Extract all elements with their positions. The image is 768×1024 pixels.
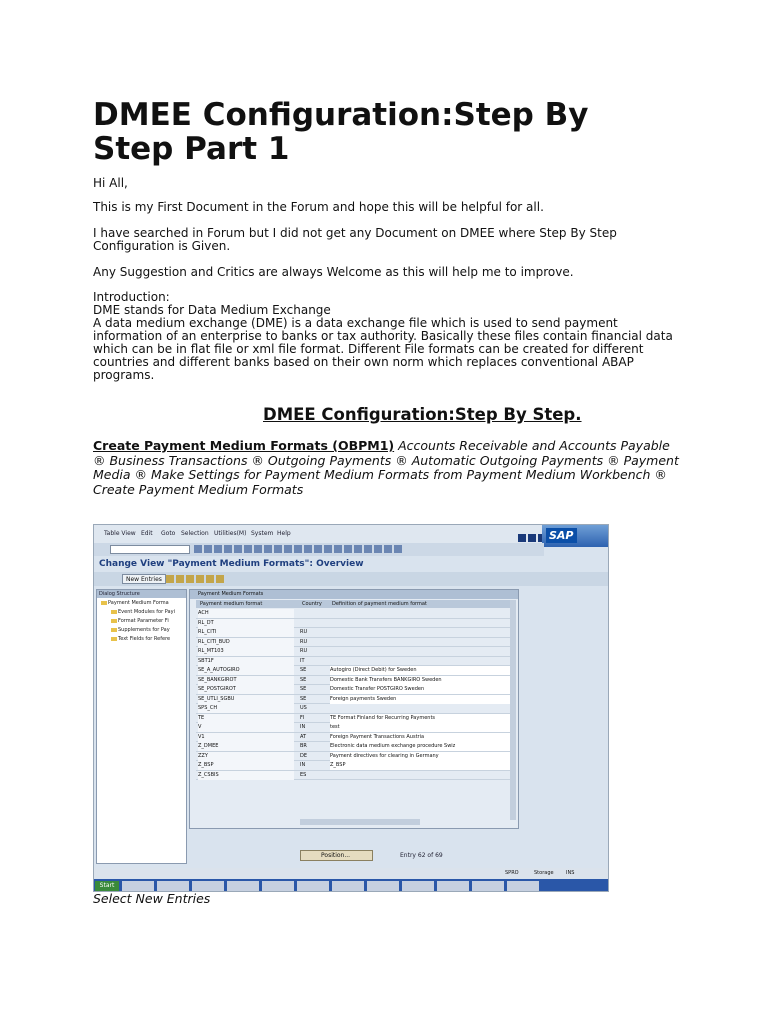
table-cell: IN — [300, 724, 306, 730]
tree-node[interactable]: Event Modules for Payi — [111, 609, 175, 615]
table-cell: ES — [300, 771, 307, 778]
status-bar — [94, 868, 609, 878]
table-cell: RL_CITI_BUD — [198, 638, 294, 647]
paragraph-1: This is my First Document in the Forum and hope this will be helpful for all. — [93, 200, 544, 214]
column-header[interactable]: Country — [302, 601, 322, 607]
table-cell: TE Format Finland for Recurring Payments — [330, 714, 510, 723]
menu-system[interactable]: System — [251, 530, 274, 537]
sap-logo: SAP — [542, 525, 608, 547]
vertical-scrollbar[interactable] — [510, 600, 516, 820]
table-row[interactable] — [196, 752, 512, 762]
table-cell: RU — [300, 648, 308, 654]
table-cell: SPS_CH — [198, 704, 294, 713]
table-cell: V1 — [198, 733, 294, 742]
table-header — [196, 600, 512, 608]
table-cell: RL_MT103 — [198, 647, 294, 656]
table-cell: SE — [300, 686, 307, 692]
toolbar-icons[interactable] — [194, 545, 404, 553]
table-cell: Payment directives for clearing in Germany — [330, 752, 510, 761]
menu-selection[interactable]: Selection — [181, 530, 209, 537]
new-entries-button[interactable]: New Entries — [122, 574, 166, 584]
table-cell: RL_CITI — [198, 628, 294, 637]
start-button[interactable]: Start — [95, 881, 119, 891]
column-header[interactable]: Definition of payment medium format — [332, 601, 427, 607]
tree-node[interactable]: Text Fields for Refere — [111, 636, 170, 642]
status-transaction: SPRO — [505, 870, 519, 876]
table-cell: Electronic data medium exchange procedure Swiz — [330, 742, 510, 751]
table-cell: Z_DMEE — [198, 742, 294, 751]
menu-path — [93, 439, 683, 497]
table-cell: Z_CSBIS — [198, 771, 294, 780]
table-cell: TE — [198, 714, 294, 723]
table-cell: Foreign Payment Transactions Austria — [330, 733, 510, 742]
table-cell: Domestic Transfer POSTGIRO Sweden — [330, 685, 510, 694]
table-cell: Domestic Bank Transfers BANKGIRO Sweden — [330, 676, 510, 685]
greeting: Hi All, — [93, 176, 128, 190]
intro-label: Introduction: — [93, 290, 170, 304]
table-cell: ACH — [198, 609, 294, 618]
table-cell: RL_DT — [198, 619, 294, 628]
table-cell: DE — [300, 752, 308, 759]
table-row[interactable] — [196, 733, 512, 743]
table-cell: RU — [300, 629, 308, 635]
standard-toolbar — [94, 543, 544, 556]
table-cell: IN — [300, 762, 306, 768]
table-cell: SE — [300, 676, 307, 683]
table-cell: SE_POSTGIROT — [198, 685, 294, 694]
table-cell: SE_A_AUTOGIRO — [198, 666, 294, 675]
menu-help[interactable]: Help — [277, 530, 291, 537]
dialog-structure-title: Dialog Structure — [97, 590, 186, 598]
table-cell: test — [330, 723, 510, 732]
table-cell: SE_BANKGIROT — [198, 676, 294, 685]
column-header[interactable]: Payment medium format — [200, 601, 263, 607]
tree-node[interactable]: Payment Medium Forma — [101, 600, 169, 606]
tree-node[interactable]: Format Parameter Fi — [111, 618, 169, 624]
paragraph-2: I have searched in Forum but I did not get any Document on DMEE where Step By Step Configuration is Given. — [93, 226, 617, 253]
table-cell: AT — [300, 733, 307, 740]
table-cell: BR — [300, 743, 307, 749]
table-row[interactable] — [196, 742, 512, 752]
table-cell: FI — [300, 714, 305, 721]
status-mode: INS — [566, 870, 575, 876]
table-cell: Z_BSP — [330, 761, 510, 770]
menu-utilities[interactable]: Utilities(M) — [214, 530, 247, 537]
intro-body: A data medium exchange (DME) is a data exchange file which is used to send payment information of an enterprise to banks or tax authority. Basically these files contain financial data which can be in flat file or xml file format. Different File formats can be created for different countries and different banks based on their own norm which replaces conventional ABAP programs. — [93, 316, 673, 382]
table-row[interactable] — [196, 676, 512, 686]
table-cell: SE — [300, 667, 307, 673]
table-row[interactable] — [196, 647, 512, 657]
status-server: Storage — [534, 870, 554, 876]
table-row[interactable] — [196, 695, 512, 705]
table-title: Payment Medium Formats — [190, 590, 518, 599]
table-row[interactable] — [196, 771, 512, 781]
table-body — [196, 609, 512, 780]
menu-table-view[interactable]: Table View — [104, 530, 136, 537]
dialog-structure-panel — [96, 589, 187, 864]
sap-menubar — [94, 525, 609, 543]
taskbar-items[interactable] — [122, 881, 542, 891]
table-row[interactable] — [196, 628, 512, 638]
table-cell: IT — [300, 657, 305, 664]
section-heading: DMEE Configuration:Step By Step. — [263, 405, 582, 424]
table-row[interactable] — [196, 619, 512, 629]
table-row[interactable] — [196, 714, 512, 724]
intro-line: DME stands for Data Medium Exchange — [93, 303, 331, 317]
tree-node[interactable]: Supplements for Pay — [111, 627, 170, 633]
caption: Select New Entries — [93, 891, 211, 906]
table-row[interactable] — [196, 685, 512, 695]
position-button[interactable]: Position... — [300, 850, 373, 861]
menu-goto[interactable]: Goto — [161, 530, 176, 537]
table-cell: RU — [300, 638, 308, 645]
table-cell: SBT1F — [198, 657, 294, 666]
table-row[interactable] — [196, 761, 512, 771]
table-cell: SE — [300, 695, 307, 702]
table-row[interactable] — [196, 657, 512, 667]
table-cell: V — [198, 723, 294, 732]
app-icons[interactable] — [166, 575, 226, 583]
table-row[interactable] — [196, 704, 512, 714]
paragraph-3: Any Suggestion and Critics are always Welcome as this will help me to improve. — [93, 265, 574, 279]
path-lead: Create Payment Medium Formats (OBPM1) — [93, 438, 395, 453]
command-field[interactable] — [110, 545, 190, 554]
entry-counter: Entry 62 of 69 — [400, 852, 443, 859]
table-cell: Autogiro (Direct Debit) for Sweden — [330, 666, 510, 675]
table-cell: Foreign payments Sweden — [330, 695, 510, 704]
screen-title: Change View "Payment Medium Formats": Overview — [99, 559, 364, 569]
horizontal-scrollbar[interactable] — [300, 819, 420, 825]
sap-screenshot — [93, 524, 609, 892]
table-cell: SE_UTLI_SGBU — [198, 695, 294, 704]
menu-edit[interactable]: Edit — [141, 530, 153, 537]
application-toolbar — [94, 572, 609, 586]
table-cell: ZZY — [198, 752, 294, 761]
table-row[interactable] — [196, 666, 512, 676]
table-cell: US — [300, 705, 307, 711]
path-text: Accounts Receivable and Accounts Payable ® Business Transactions ® Outgoing Payments ® Automatic Outgoing Payments ® Payment Media ® Make Settings for Payment Medium Formats from Payment Medium Workbench ® Create Payment Medium Formats — [93, 438, 679, 497]
table-row[interactable] — [196, 638, 512, 648]
table-cell: Z_BSP — [198, 761, 294, 770]
page-title: DMEE Configuration:Step By Step Part 1 — [93, 97, 589, 167]
table-row[interactable] — [196, 723, 512, 733]
table-row[interactable] — [196, 609, 512, 619]
payment-formats-table — [189, 589, 519, 829]
